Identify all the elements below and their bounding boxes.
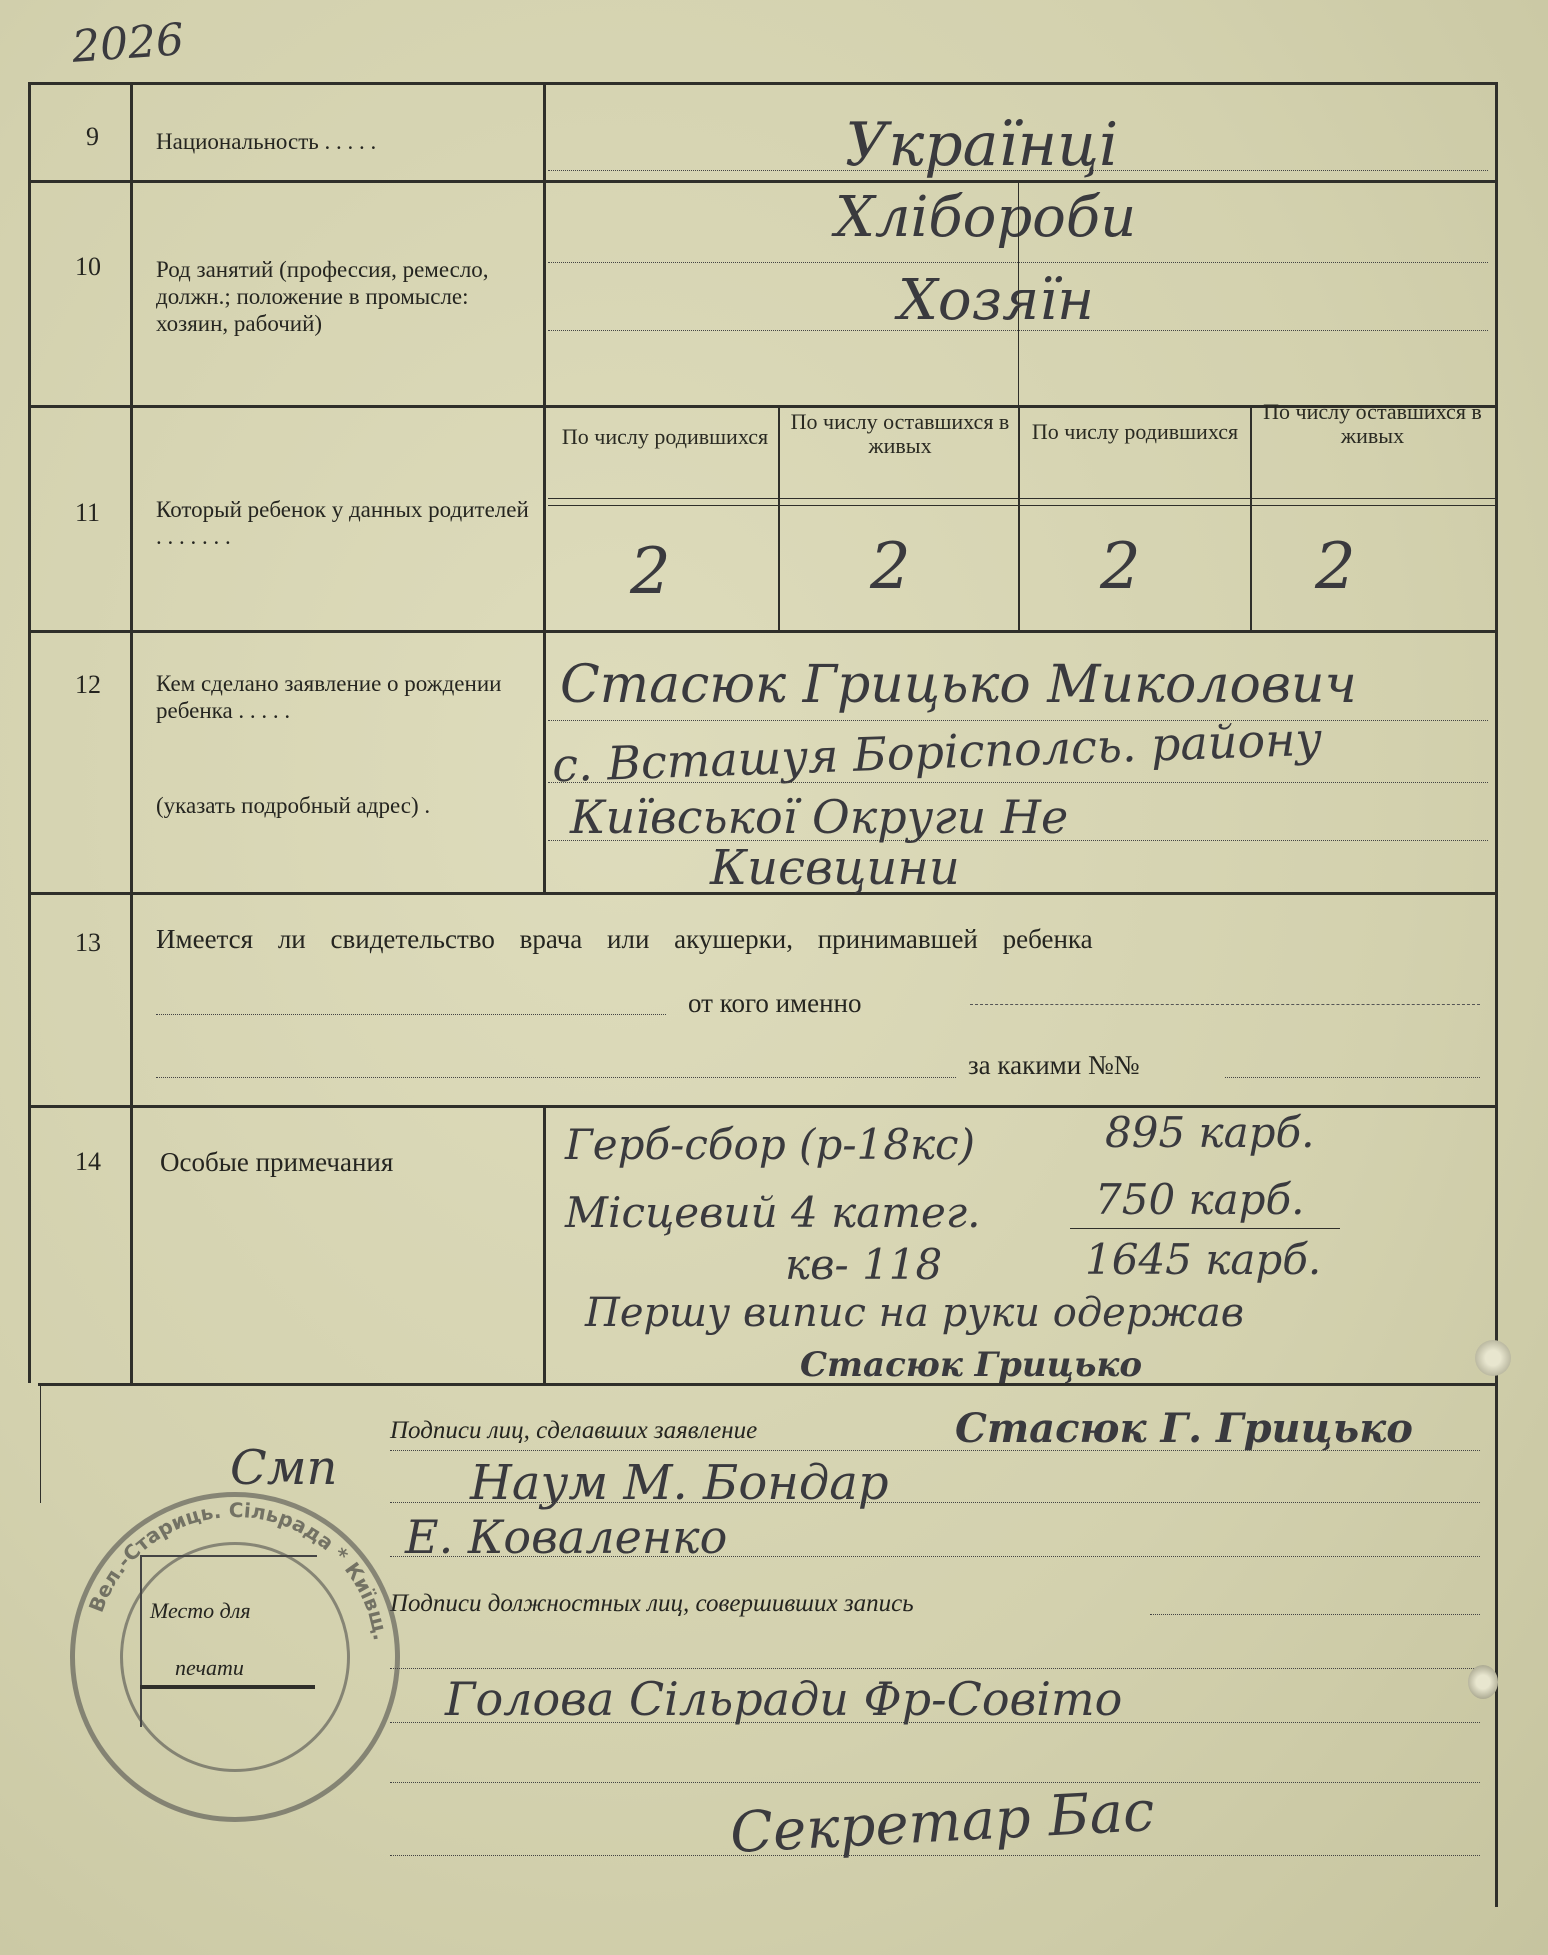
row12-number: 12 (75, 670, 101, 699)
row9-value: Українці (845, 110, 1119, 180)
row10-value-line1: Хлібороби (835, 185, 1137, 250)
sig-line-6 (390, 1722, 1480, 1723)
row-sep-9-10 (28, 180, 1498, 183)
sig-line-3 (390, 1556, 1480, 1557)
row13-line-2b (1225, 1077, 1480, 1078)
seal-place-box (140, 1555, 317, 1727)
sig-line-1 (390, 1450, 1480, 1451)
row10-number: 10 (75, 252, 101, 281)
svg-text:Вел.-Стариць. Сільрада * Київщ: Вел.-Стариць. Сільрада * Київщ. (83, 1497, 393, 1643)
row11-label: Который ребенок у данных родителей . . . . . . . (156, 497, 529, 549)
col-divider-num (130, 82, 133, 1110)
sig-line-7 (390, 1782, 1480, 1783)
row14-note5: Стасюк Грицько (800, 1345, 1143, 1385)
sig-line-2 (390, 1502, 1480, 1503)
row14-note3-amount: 1645 карб. (1085, 1235, 1322, 1284)
row11-head-sep-a (548, 498, 1495, 499)
sig-line-8 (390, 1855, 1480, 1856)
row10-col-divider (1018, 180, 1019, 405)
row13-from-whom: от кого именно (688, 988, 862, 1018)
row11-col1-header: По числу родившихся (561, 424, 769, 449)
seal-place-label-2: печати (175, 1655, 244, 1680)
row11-col-1 (778, 405, 780, 630)
row11-col3-header: По числу родившихся (1031, 419, 1239, 444)
frame-left-bottom (40, 1383, 41, 1503)
row12-line1: Стасюк Грицько Миколович (560, 655, 1357, 715)
frame-left-14 (28, 1105, 31, 1383)
col-divider-label-14 (543, 1105, 546, 1383)
row11-col-3 (1250, 405, 1252, 630)
officials-signature-label: Подписи должностных лиц, совершивших запись (390, 1590, 914, 1617)
row11-col2-header: По числу оставшихся в живых (790, 409, 1010, 458)
row12-line2: с. Всташуя Борісполсь. району (551, 711, 1323, 793)
row12-entry-line-3 (548, 840, 1488, 841)
row13-line-1b (970, 1004, 1480, 1005)
row9-entry-line (548, 170, 1488, 171)
row11-col4-value: 2 (1315, 530, 1356, 604)
row11-col4-header: По числу оставшихся в живых (1263, 399, 1482, 448)
row11-number: 11 (75, 498, 101, 527)
row12-line3: Київської Округи Не (570, 790, 1069, 844)
row-sep-11-12 (28, 630, 1498, 633)
row13-number: 13 (75, 928, 101, 957)
col-divider-label (543, 82, 546, 892)
pin-hole-1 (1475, 1340, 1511, 1376)
applicants-signature-label: Подписи лиц, сделавших заявление (390, 1417, 758, 1444)
row13-line-2a (156, 1077, 956, 1078)
row13-which-numbers: за какими №№ (968, 1050, 1140, 1080)
row11-head-sep-b (548, 505, 1495, 506)
record-number: 2026 (70, 14, 186, 73)
row12-line4: Києвцини (710, 840, 960, 896)
row14-note2: Місцевий 4 катег. (565, 1188, 981, 1237)
row12-sublabel: (указать подробный адрес) . (156, 793, 431, 818)
frame-left (28, 82, 31, 1110)
applicant-signature-1: Стасюк Г. Грицько (955, 1405, 1413, 1452)
row10-label: Род занятий (профессия, ремесло, должн.; положение в промысле: хозяин, рабочий) (156, 257, 489, 336)
row9-number: 9 (86, 122, 99, 151)
row12-entry-line-2 (548, 782, 1488, 783)
row11-col-2 (1018, 405, 1020, 630)
row11-col2-value: 2 (870, 530, 911, 604)
sig-line-4 (1150, 1614, 1480, 1615)
row14-note1: Герб-сбор (р-18кс) (565, 1120, 975, 1169)
row13-line-1a (156, 1014, 666, 1015)
row12-label: Кем сделано заявление о рождении ребенка . . . . . (156, 671, 502, 723)
row11-col1-value: 2 (630, 535, 671, 609)
row-sep-14-sig (38, 1383, 1498, 1386)
applicant-signature-2: Наум М. Бондар (470, 1455, 889, 1511)
official-signature-2: Секретар Бас (728, 1778, 1156, 1867)
row11-col3-value: 2 (1100, 530, 1141, 604)
row14-note3: кв- 118 (785, 1240, 943, 1289)
official-signature-1: Голова Сільради Фр-Совіто (445, 1672, 1123, 1726)
row9-label: Национальность . . . . . (156, 129, 377, 154)
row13-text: Имеется ли свидетельство врача или акушерки, принимавшей ребенка (156, 924, 1093, 954)
row14-note2-amount: 750 карб. (1095, 1175, 1305, 1224)
row10-value-line2: Хозяїн (898, 268, 1094, 333)
frame-right (1495, 82, 1498, 1907)
row14-label: Особые примечания (160, 1147, 394, 1177)
row14-note4: Першу випис на руки одержав (585, 1290, 1245, 1336)
frame-top (28, 82, 1498, 85)
stamp-signature-mark: Смп (230, 1440, 338, 1496)
seal-place-label: Место для (150, 1598, 251, 1623)
row14-sum-line (1070, 1228, 1340, 1229)
col-divider-num-14 (130, 1105, 133, 1383)
row14-note1-amount: 895 карб. (1105, 1108, 1315, 1157)
row12-entry-line-1 (548, 720, 1488, 721)
pin-hole-2 (1468, 1665, 1498, 1699)
sig-line-5 (390, 1668, 1480, 1669)
row14-number: 14 (75, 1147, 101, 1176)
seal-place-underline (140, 1685, 315, 1689)
applicant-signature-3: Е. Коваленко (405, 1510, 728, 1564)
